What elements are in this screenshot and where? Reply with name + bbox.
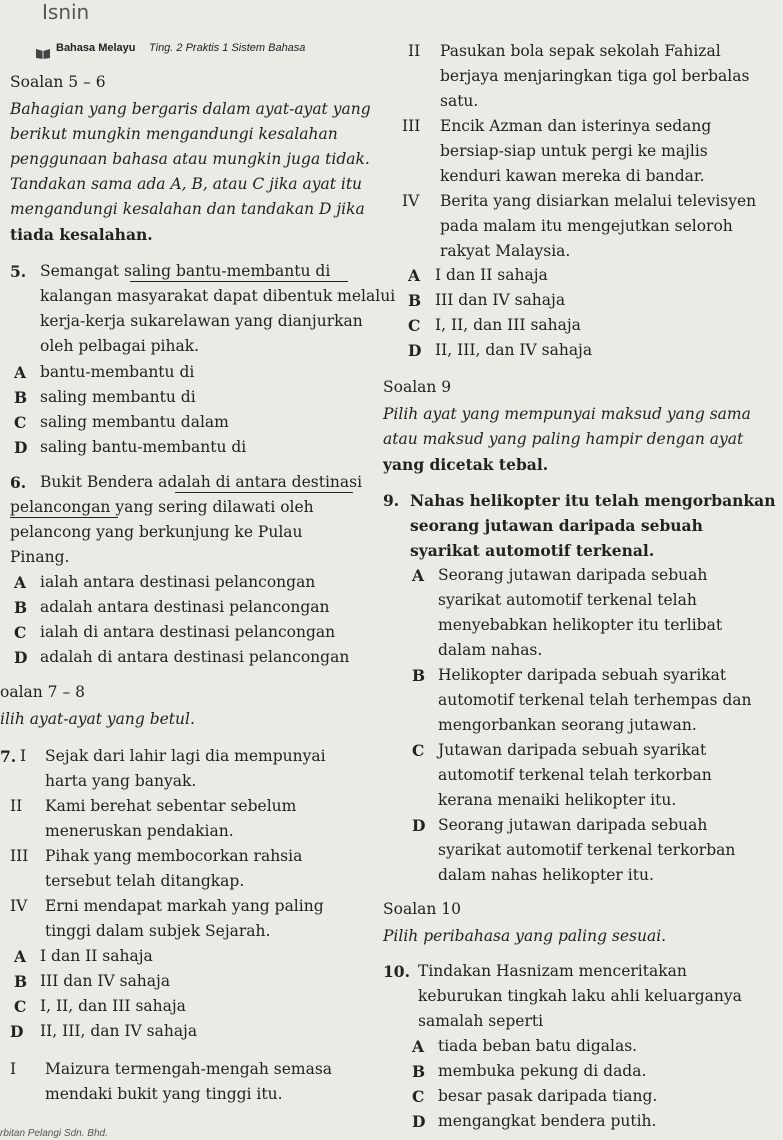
section-title-10: Soalan 10 xyxy=(383,900,462,918)
option-letter: D xyxy=(412,816,426,835)
statement-line: Erni mendapat markah yang paling xyxy=(45,897,324,915)
instr-line: atau maksud yang paling hampir dengan ayat xyxy=(383,430,744,448)
option-line: Jutawan daripada sebuah syarikat xyxy=(438,741,707,759)
option-letter: C xyxy=(412,1087,425,1106)
option-letter: B xyxy=(14,388,28,407)
section-title-7-8: oalan 7 – 8 xyxy=(0,683,86,701)
option-text: III dan IV sahaja xyxy=(435,291,566,309)
option-text: mengangkat bendera putih. xyxy=(438,1112,657,1130)
instr-line: yang dicetak tebal. xyxy=(383,455,549,474)
roman-numeral: I xyxy=(20,747,27,765)
question-line: keburukan tingkah laku ahli keluarganya xyxy=(418,987,742,1005)
question-line: Pinang. xyxy=(10,548,70,566)
option-text: I dan II sahaja xyxy=(435,266,548,284)
instr-line: penggunaan bahasa atau mungkin juga tidak. xyxy=(10,150,370,168)
question-number: 10. xyxy=(383,962,410,981)
statement-line: bersiap-siap untuk pergi ke majlis xyxy=(440,142,708,160)
statement-line: tinggi dalam subjek Sejarah. xyxy=(45,922,271,940)
option-letter: B xyxy=(412,666,426,685)
option-letter: C xyxy=(408,316,421,335)
option-text: II, III, dan IV sahaja xyxy=(435,341,593,359)
statement-line: mendaki bukit yang tinggi itu. xyxy=(45,1085,283,1103)
statement-line: pada malam itu mengejutkan seloroh xyxy=(440,217,733,235)
option-letter: C xyxy=(14,623,27,642)
question-number: 5. xyxy=(10,262,27,281)
question-line: syarikat automotif terkenal. xyxy=(410,541,655,560)
option-line: automotif terkenal telah terhempas dan xyxy=(438,691,752,709)
instructions-10: Pilih peribahasa yang paling sesuai. xyxy=(383,927,667,945)
underline-mark xyxy=(175,492,353,493)
option-text: ialah antara destinasi pelancongan xyxy=(40,573,316,591)
option-line: Seorang jutawan daripada sebuah xyxy=(438,566,708,584)
header-series: Ting. 2 Praktis 1 Sistem Bahasa xyxy=(149,42,306,54)
instr-line: tiada kesalahan. xyxy=(10,225,153,244)
statement-line: Pasukan bola sepak sekolah Fahizal xyxy=(440,42,721,60)
section-title-9: Soalan 9 xyxy=(383,378,452,396)
option-text: adalah antara destinasi pelancongan xyxy=(40,598,330,616)
roman-numeral: IV xyxy=(10,897,28,915)
option-letter: A xyxy=(14,947,27,966)
option-text: I, II, dan III sahaja xyxy=(435,316,581,334)
instr-line: mengandungi kesalahan dan tandakan D jika xyxy=(10,200,365,218)
question-number: 6. xyxy=(10,473,27,492)
statement-line: satu. xyxy=(440,92,479,110)
option-letter: A xyxy=(412,566,425,585)
roman-numeral: III xyxy=(10,847,29,865)
option-text: III dan IV sahaja xyxy=(40,972,171,990)
question-line: Tindakan Hasnizam menceritakan xyxy=(418,962,687,980)
statement-line: meneruskan pendakian. xyxy=(45,822,234,840)
option-line: Seorang jutawan daripada sebuah xyxy=(438,816,708,834)
statement-line: rakyat Malaysia. xyxy=(440,242,571,260)
statement-line: Sejak dari lahir lagi dia mempunyai xyxy=(45,747,326,765)
option-text: I dan II sahaja xyxy=(40,947,153,965)
option-text: besar pasak daripada tiang. xyxy=(438,1087,658,1105)
option-line: automotif terkenal telah terkorban xyxy=(438,766,712,784)
option-letter: D xyxy=(10,1022,24,1041)
question-number: 7. xyxy=(0,747,17,766)
publisher-footer: rbitan Pelangi Sdn. Bhd. xyxy=(0,1128,108,1139)
option-text: saling membantu di xyxy=(40,388,196,406)
option-letter: D xyxy=(14,648,28,667)
option-letter: B xyxy=(14,598,28,617)
question-line: kerja-kerja sukarelawan yang dianjurkan xyxy=(40,312,363,330)
option-text: saling bantu-membantu di xyxy=(40,438,247,456)
option-letter: A xyxy=(14,363,27,382)
option-letter: A xyxy=(14,573,27,592)
statement-line: Maizura termengah-mengah semasa xyxy=(45,1060,333,1078)
instr-line: Tandakan sama ada A, B, atau C jika ayat itu xyxy=(10,175,363,193)
option-line: syarikat automotif terkenal terkorban xyxy=(438,841,736,859)
question-line: samalah seperti xyxy=(418,1012,544,1030)
roman-numeral: IV xyxy=(402,192,420,210)
book-icon xyxy=(35,44,51,56)
option-text: I, II, dan III sahaja xyxy=(40,997,186,1015)
question-line: pelancong yang berkunjung ke Pulau xyxy=(10,523,303,541)
option-line: dalam nahas. xyxy=(438,641,543,659)
question-line: oleh pelbagai pihak. xyxy=(40,337,200,355)
instr-line: berikut mungkin mengandungi kesalahan xyxy=(10,125,338,143)
statement-line: Pihak yang membocorkan rahsia xyxy=(45,847,303,865)
option-text: tiada beban batu digalas. xyxy=(438,1037,638,1055)
option-letter: D xyxy=(408,341,422,360)
roman-numeral: III xyxy=(402,117,421,135)
question-line: Semangat saling bantu-membantu di xyxy=(40,262,331,280)
roman-numeral: II xyxy=(10,797,23,815)
statement-line: kenduri kawan mereka di bandar. xyxy=(440,167,705,185)
option-letter: B xyxy=(14,972,28,991)
underline-mark xyxy=(10,517,118,518)
question-number: 9. xyxy=(383,491,400,510)
option-letter: B xyxy=(412,1062,426,1081)
statement-line: Berita yang disiarkan melalui televisyen xyxy=(440,192,757,210)
question-line: pelancongan yang sering dilawati oleh xyxy=(10,498,314,516)
option-text: saling membantu dalam xyxy=(40,413,229,431)
option-line: mengorbankan seorang jutawan. xyxy=(438,716,697,734)
question-line: kalangan masyarakat dapat dibentuk melalui xyxy=(40,287,396,305)
option-line: dalam nahas helikopter itu. xyxy=(438,866,654,884)
header-subject: Bahasa Melayu xyxy=(56,42,136,54)
option-letter: D xyxy=(14,438,28,457)
option-text: ialah di antara destinasi pelancongan xyxy=(40,623,336,641)
statement-line: Encik Azman dan isterinya sedang xyxy=(440,117,712,135)
option-letter: B xyxy=(408,291,422,310)
option-letter: A xyxy=(408,266,421,285)
instructions-7-8: ilih ayat-ayat yang betul. xyxy=(0,710,195,728)
option-letter: A xyxy=(412,1037,425,1056)
instr-line: Pilih ayat yang mempunyai maksud yang sama xyxy=(383,405,751,423)
question-line: Nahas helikopter itu telah mengorbankan xyxy=(410,491,776,510)
statement-line: tersebut telah ditangkap. xyxy=(45,872,245,890)
instr-line: Bahagian yang bergaris dalam ayat-ayat yang xyxy=(10,100,371,118)
option-text: bantu-membantu di xyxy=(40,363,195,381)
option-line: kerana menaiki helikopter itu. xyxy=(438,791,677,809)
statement-line: harta yang banyak. xyxy=(45,772,197,790)
option-letter: D xyxy=(412,1112,426,1131)
roman-numeral: II xyxy=(408,42,421,60)
section-title-5-6: Soalan 5 – 6 xyxy=(10,73,106,91)
roman-numeral: I xyxy=(10,1060,17,1078)
option-text: II, III, dan IV sahaja xyxy=(40,1022,198,1040)
option-letter: C xyxy=(14,413,27,432)
option-line: Helikopter daripada sebuah syarikat xyxy=(438,666,727,684)
option-line: syarikat automotif terkenal telah xyxy=(438,591,697,609)
statement-line: Kami berehat sebentar sebelum xyxy=(45,797,297,815)
handwritten-day: Isnin xyxy=(42,0,90,24)
option-letter: C xyxy=(14,997,27,1016)
underline-mark xyxy=(130,281,348,282)
option-text: adalah di antara destinasi pelancongan xyxy=(40,648,350,666)
statement-line: berjaya menjaringkan tiga gol berbalas xyxy=(440,67,750,85)
question-line: Bukit Bendera adalah di antara destinasi xyxy=(40,473,363,491)
question-line: seorang jutawan daripada sebuah xyxy=(410,516,703,535)
option-letter: C xyxy=(412,741,425,760)
option-text: membuka pekung di dada. xyxy=(438,1062,647,1080)
option-line: menyebabkan helikopter itu terlibat xyxy=(438,616,723,634)
